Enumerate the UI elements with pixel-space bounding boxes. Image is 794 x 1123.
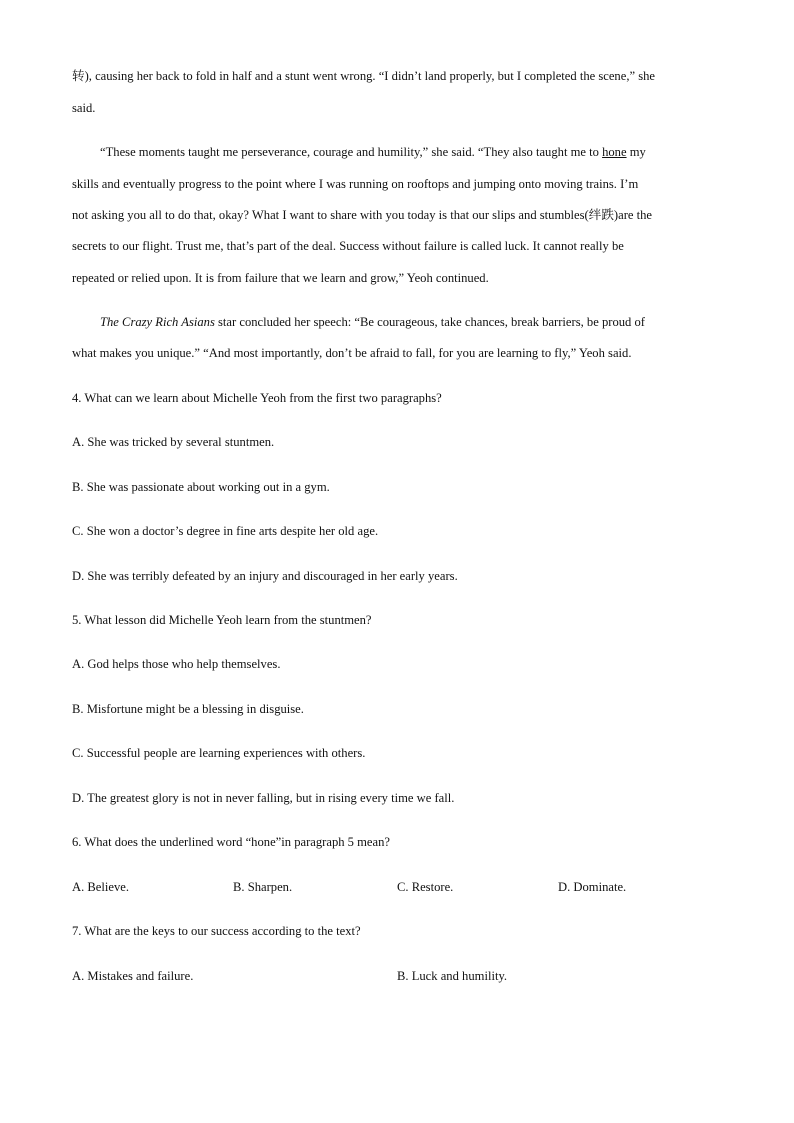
underlined-word-hone: hone: [602, 145, 627, 159]
question-6-option-b[interactable]: B. Sharpen.: [233, 880, 293, 894]
paragraph-6-line-1: [100, 313, 645, 331]
question-6-option-a[interactable]: A. Believe.: [72, 880, 130, 894]
paragraph-6-line-2: what makes you unique.” “And most importantly, don’t be afraid to fall, for you are learning to fly,” Yeoh said.: [72, 346, 632, 360]
question-4-option-b[interactable]: B. She was passionate about working out in a gym.: [72, 480, 330, 494]
paragraph-6-text: star concluded her speech: “Be courageous, take chances, break barriers, be proud of: [214, 315, 645, 329]
paragraph-5-line-5: repeated or relied upon. It is from failure that we learn and grow,” Yeoh continued.: [72, 271, 489, 285]
movie-title: The Crazy Rich Asians: [100, 315, 215, 329]
question-7-option-a[interactable]: A. Mistakes and failure.: [72, 969, 194, 983]
question-6-option-d[interactable]: D. Dominate.: [558, 880, 627, 894]
question-5-option-d[interactable]: D. The greatest glory is not in never falling, but in rising every time we fall.: [72, 791, 455, 805]
question-6-stem: 6. What does the underlined word “hone”in paragraph 5 mean?: [72, 835, 390, 849]
paragraph-5-line-2: skills and eventually progress to the point where I was running on rooftops and jumping onto moving trains. I’m: [72, 177, 639, 191]
question-7-stem: 7. What are the keys to our success according to the text?: [72, 924, 361, 938]
question-4-option-a[interactable]: A. She was tricked by several stuntmen.: [72, 435, 275, 449]
paragraph-5-line-1: [100, 143, 646, 161]
paragraph-4-line-2: said.: [72, 101, 96, 115]
question-5-option-b[interactable]: B. Misfortune might be a blessing in disguise.: [72, 702, 304, 716]
question-4-option-d[interactable]: D. She was terribly defeated by an injury and discouraged in her early years.: [72, 569, 458, 583]
paragraph-5-text-b: my: [626, 145, 646, 159]
paragraph-5-line-4: secrets to our flight. Trust me, that’s part of the deal. Success without failure is called luck. It cannot really be: [72, 239, 624, 253]
question-7-option-b[interactable]: B. Luck and humility.: [397, 969, 508, 983]
paragraph-4-line-1: 转), causing her back to fold in half and a stunt went wrong. “I didn’t land properly, but I completed the scene,” she: [72, 69, 655, 83]
paragraph-5-text-a: “These moments taught me perseverance, courage and humility,” she said. “They also taught me to: [100, 145, 603, 159]
question-5-option-a[interactable]: A. God helps those who help themselves.: [72, 657, 281, 671]
question-4-option-c[interactable]: C. She won a doctor’s degree in fine arts despite her old age.: [72, 524, 379, 538]
question-6-option-c[interactable]: C. Restore.: [397, 880, 454, 894]
paragraph-5-line-3: not asking you all to do that, okay? What I want to share with you today is that our slips and stumbles(绊跌)are the: [72, 208, 653, 222]
question-4-stem: 4. What can we learn about Michelle Yeoh from the first two paragraphs?: [72, 391, 442, 405]
question-5-option-c[interactable]: C. Successful people are learning experiences with others.: [72, 746, 366, 760]
question-5-stem: 5. What lesson did Michelle Yeoh learn from the stuntmen?: [72, 613, 372, 627]
